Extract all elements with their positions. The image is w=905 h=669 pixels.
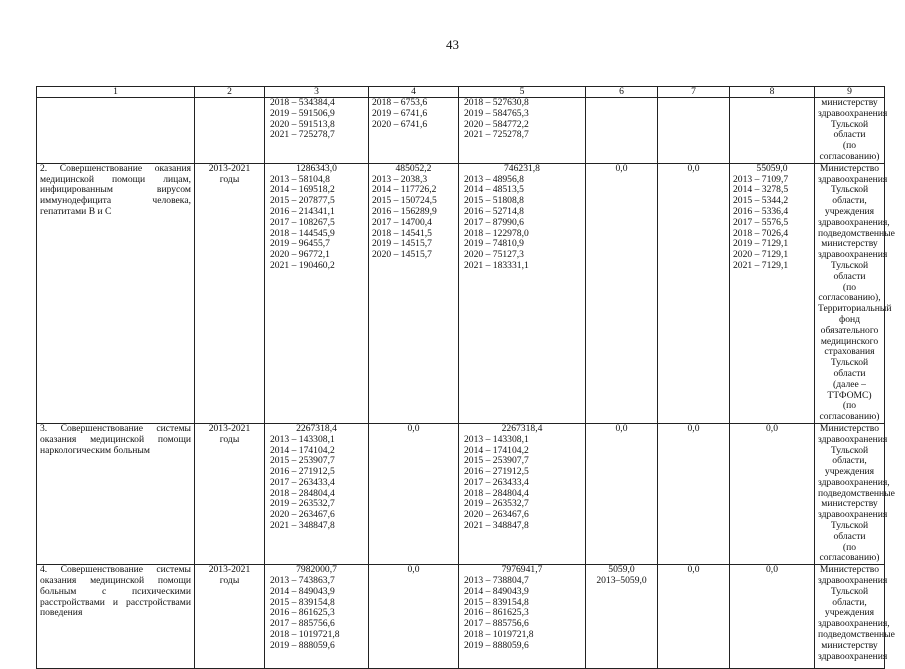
- year-list: [462, 435, 582, 532]
- column-number: 8: [730, 87, 815, 98]
- year-value: 2015 – 51808,8: [464, 195, 524, 207]
- year-value: 2013 – 58104,8: [270, 173, 330, 185]
- year-value: 2019 – 263532,7: [464, 498, 529, 510]
- year-value: 2016 – 861625,3: [270, 607, 335, 619]
- year-value: 2021 – 190460,2: [270, 259, 335, 271]
- year-value: 2014 – 117726,2: [372, 184, 437, 196]
- year-value: 2017 – 108267,5: [270, 216, 335, 228]
- ttfoms-cell: [730, 98, 815, 164]
- federal-budget-cell: 0,0: [369, 565, 459, 669]
- year-value: 2014 – 174104,2: [270, 444, 335, 456]
- period-cell: [195, 98, 265, 164]
- responsible-line: Территориальный: [818, 303, 892, 315]
- year-value: 2018 – 7026,4: [733, 227, 789, 239]
- year-value: 2013 – 738804,7: [464, 575, 529, 587]
- table-row: [37, 565, 885, 669]
- responsible-line: здравоохранения: [818, 433, 888, 445]
- year-value: 2015 – 839154,8: [464, 596, 529, 608]
- responsible-line: учреждения: [824, 466, 875, 478]
- year-value: 2019 – 74810,9: [464, 238, 524, 250]
- total-value: 2267318,4: [501, 422, 543, 434]
- regional-budget-cell: [459, 565, 586, 669]
- year-value: 2017 – 885756,6: [270, 618, 335, 630]
- responsible-line: (по согласованию),: [818, 281, 881, 304]
- responsible-line: Министерство: [819, 162, 880, 174]
- responsible-line: здравоохранения: [818, 173, 888, 185]
- year-value: 2018 – 527630,8: [464, 97, 529, 108]
- responsible-line: Министерство: [819, 422, 880, 434]
- column-number-row: [37, 87, 885, 98]
- responsible-line: (по согласованию): [819, 541, 880, 564]
- responsible-line: Тульской области,: [830, 184, 869, 207]
- total-value: 746231,8: [504, 162, 540, 174]
- year-value: 2018 – 284804,4: [464, 487, 529, 499]
- responsible-line: учреждения: [824, 205, 875, 217]
- year-value: 2014 – 169518,2: [270, 184, 335, 196]
- other-sources-cell: 0,0: [658, 565, 730, 669]
- total-funding-cell: [265, 565, 369, 669]
- local-budget-cell: 0,0: [586, 423, 658, 564]
- year-value: 2014 – 48513,5: [464, 184, 524, 196]
- responsible-line: Тульской области,: [830, 585, 869, 608]
- year-value: 2013–5059,0: [596, 575, 647, 587]
- year-value: 2018 – 1019721,8: [270, 629, 340, 641]
- regional-budget-cell: [459, 423, 586, 564]
- total-funding-cell: [265, 423, 369, 564]
- year-value: 2019 – 591506,9: [270, 107, 335, 119]
- responsible-line: министерству: [821, 498, 878, 510]
- responsible-line: Тульской области: [830, 520, 869, 542]
- responsible-line: Тульской области: [830, 118, 869, 141]
- column-number: 9: [815, 87, 885, 98]
- responsible-line: подведомственные: [818, 227, 895, 239]
- year-value: 2020 – 584772,2: [464, 118, 529, 130]
- year-list: [268, 576, 365, 652]
- year-list: [462, 576, 582, 652]
- year-value: 2017 – 14700,4: [372, 216, 432, 228]
- column-number: 4: [369, 87, 459, 98]
- responsible-line: здравоохранения: [818, 650, 888, 662]
- year-value: 2020 – 7129,1: [733, 249, 789, 261]
- year-value: 2018 – 534384,4: [270, 97, 335, 108]
- year-value: 2016 – 271912,5: [464, 466, 529, 478]
- responsible-line: министерству: [821, 97, 878, 108]
- column-number: 6: [586, 87, 658, 98]
- table-row: [37, 98, 885, 164]
- total-funding-cell: [265, 163, 369, 423]
- total-value: 7976941,7: [501, 564, 543, 576]
- year-value: 2017 – 87990,6: [464, 216, 524, 228]
- year-value: 2016 – 156289,9: [372, 205, 437, 217]
- year-value: 2019 – 6741,6: [372, 107, 428, 119]
- local-budget-cell: [586, 565, 658, 669]
- responsible-line: здравоохранения,: [818, 476, 890, 488]
- responsible-line: страхования: [824, 346, 875, 358]
- other-sources-cell: [658, 98, 730, 164]
- year-value: 2019 – 263532,7: [270, 498, 335, 510]
- year-value: 2021 – 725278,7: [270, 129, 335, 141]
- measure-name-cell: 2. Совершенствование оказания медицинской помощи лицам, инфицированным вирусом иммунодефицита человека, гепатитами В и С: [37, 163, 195, 423]
- responsible-line: фонд обязательного: [820, 313, 879, 336]
- year-value: 2020 – 263467,6: [270, 509, 335, 521]
- ttfoms-cell: 0,0: [730, 423, 815, 564]
- year-value: 2014 – 174104,2: [464, 444, 529, 456]
- year-value: 2018 – 6753,6: [372, 97, 428, 108]
- responsible-line: министерству: [821, 639, 878, 651]
- measure-name-cell: [37, 98, 195, 164]
- year-value: 2015 – 5344,2: [733, 195, 789, 207]
- year-value: 2017 – 263433,4: [464, 476, 529, 488]
- column-number: 7: [658, 87, 730, 98]
- year-value: 2019 – 584765,3: [464, 107, 529, 119]
- page-number: 43: [446, 37, 459, 52]
- year-value: 2014 – 3278,5: [733, 184, 789, 196]
- year-list: [372, 175, 455, 261]
- year-value: 2019 – 888059,6: [464, 639, 529, 651]
- year-value: 2016 – 52714,8: [464, 205, 524, 217]
- year-value: 2015 – 253907,7: [270, 455, 335, 467]
- year-value: 2021 – 7129,1: [733, 259, 789, 271]
- year-value: 2018 – 284804,4: [270, 487, 335, 499]
- responsible-line: (далее – ТТФОМС): [827, 378, 872, 401]
- year-value: 2020 – 6741,6: [372, 118, 428, 130]
- responsible-line: (по согласованию): [819, 140, 880, 162]
- year-value: 2013 – 2038,3: [372, 173, 428, 185]
- year-value: 2013 – 7109,7: [733, 173, 789, 185]
- column-number: 1: [37, 87, 195, 98]
- year-value: 2020 – 14515,7: [372, 249, 432, 261]
- year-value: 2020 – 96772,1: [270, 249, 330, 261]
- year-value: 2020 – 263467,6: [464, 509, 529, 521]
- responsible-line: здравоохранения: [818, 509, 888, 521]
- year-value: 2015 – 207877,5: [270, 195, 335, 207]
- year-value: 2015 – 150724,5: [372, 195, 437, 207]
- measure-name-cell: 4. Совершенствование системы оказания медицинской помощи больным с психическими расстройствами и расстройствами поведения: [37, 565, 195, 669]
- year-value: 2017 – 263433,4: [270, 476, 335, 488]
- year-value: 2016 – 271912,5: [270, 466, 335, 478]
- responsible-cell: [815, 564, 895, 669]
- local-budget-cell: [586, 98, 658, 164]
- period-cell: 2013-2021 годы: [195, 163, 265, 423]
- year-value: 2021 – 348847,8: [270, 520, 335, 532]
- period-cell: 2013-2021 годы: [195, 565, 265, 669]
- year-value: 2014 – 849043,9: [464, 585, 529, 597]
- responsible-line: учреждения: [824, 607, 875, 619]
- year-value: 2018 – 144545,9: [270, 227, 335, 239]
- year-value: 2016 – 5336,4: [733, 205, 789, 217]
- year-list: [268, 98, 365, 141]
- responsible-line: Тульской области: [830, 357, 869, 379]
- year-value: 2013 – 143308,1: [464, 433, 529, 445]
- year-value: 2018 – 14541,5: [372, 227, 432, 239]
- total-value: 2267318,4: [296, 422, 337, 434]
- responsible-line: Министерство: [819, 564, 880, 576]
- responsible-line: здравоохранения: [818, 249, 888, 261]
- year-value: 2018 – 1019721,8: [464, 629, 534, 641]
- year-value: 2016 – 214341,1: [270, 205, 335, 217]
- table-row: [37, 423, 885, 564]
- responsible-line: здравоохранения: [818, 575, 888, 587]
- year-value: 2021 – 348847,8: [464, 520, 529, 532]
- table-row: [37, 163, 885, 423]
- year-value: 2016 – 861625,3: [464, 607, 529, 619]
- responsible-line: (по согласованию): [819, 400, 880, 423]
- responsible-cell: [815, 162, 895, 423]
- ttfoms-cell: [730, 163, 815, 423]
- year-value: 2014 – 849043,9: [270, 585, 335, 597]
- total-value: 485052,2: [395, 162, 432, 174]
- other-sources-cell: 0,0: [658, 163, 730, 423]
- year-value: 2018 – 122978,0: [464, 227, 529, 239]
- year-value: 2015 – 839154,8: [270, 596, 335, 608]
- responsible-line: здравоохранения: [818, 107, 888, 119]
- federal-budget-cell: [369, 163, 459, 423]
- ttfoms-cell: 0,0: [730, 565, 815, 669]
- year-value: 2019 – 14515,7: [372, 238, 432, 250]
- year-value: 2013 – 48956,8: [464, 173, 524, 185]
- period-cell: 2013-2021 годы: [195, 423, 265, 564]
- local-budget-cell: 0,0: [586, 163, 658, 423]
- total-funding-cell: [265, 98, 369, 164]
- year-value: 2019 – 7129,1: [733, 238, 789, 250]
- year-value: 2020 – 75127,3: [464, 249, 524, 261]
- year-list: [462, 98, 582, 141]
- year-value: 2019 – 888059,6: [270, 639, 335, 651]
- total-value: 7982000,7: [296, 564, 337, 576]
- year-list: [268, 175, 365, 272]
- responsible-line: министерству: [821, 238, 878, 250]
- column-number: 5: [459, 87, 586, 98]
- responsible-line: Тульской области,: [830, 444, 869, 467]
- responsible-cell: [815, 422, 895, 564]
- total-value: 5059,0: [608, 564, 635, 576]
- other-sources-cell: 0,0: [658, 423, 730, 564]
- total-value: 55059,0: [756, 162, 788, 174]
- year-value: 2015 – 253907,7: [464, 455, 529, 467]
- year-list: [268, 435, 365, 532]
- responsible-line: подведомственные: [818, 487, 895, 499]
- responsible-line: медицинского: [820, 335, 879, 347]
- responsible-line: Тульской области: [830, 259, 869, 282]
- responsible-line: здравоохранения,: [818, 216, 890, 228]
- year-value: 2020 – 591513,8: [270, 118, 335, 130]
- column-number: 3: [265, 87, 369, 98]
- responsible-line: здравоохранения,: [818, 618, 890, 630]
- regional-budget-cell: [459, 163, 586, 423]
- total-value: 1286343,0: [296, 162, 337, 174]
- year-value: 2013 – 143308,1: [270, 433, 335, 445]
- federal-budget-cell: 0,0: [369, 423, 459, 564]
- year-list: [462, 175, 582, 272]
- responsible-line: подведомственные: [818, 629, 895, 641]
- regional-budget-cell: [459, 98, 586, 164]
- program-table: [36, 86, 895, 669]
- column-number: 2: [195, 87, 265, 98]
- year-value: 2021 – 183331,1: [464, 259, 529, 271]
- year-value: 2013 – 743863,7: [270, 575, 335, 587]
- year-value: 2021 – 725278,7: [464, 129, 529, 141]
- year-list: [372, 98, 455, 130]
- federal-budget-cell: [369, 98, 459, 164]
- responsible-cell: [815, 97, 888, 164]
- year-list: [733, 175, 811, 272]
- year-value: 2017 – 885756,6: [464, 618, 529, 630]
- year-value: 2019 – 96455,7: [270, 238, 330, 250]
- year-value: 2017 – 5576,5: [733, 216, 789, 228]
- measure-name-cell: 3. Совершенствование системы оказания медицинской помощи наркологическим больным: [37, 423, 195, 564]
